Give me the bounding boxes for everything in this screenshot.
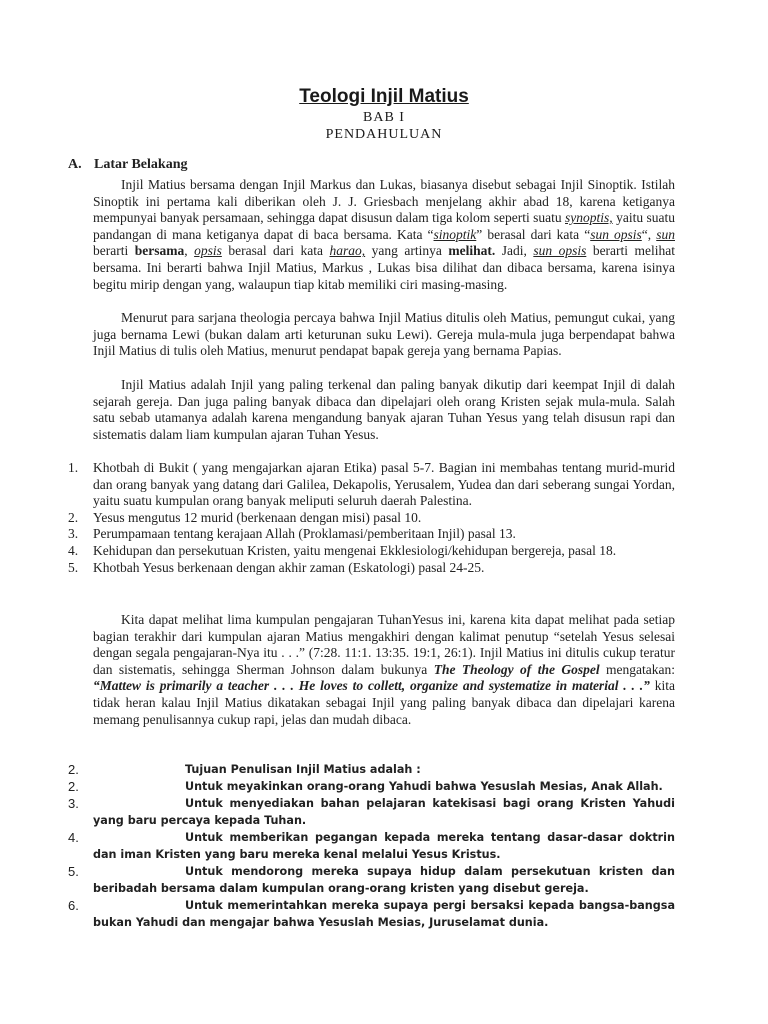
term-synoptis: synoptis, bbox=[565, 210, 613, 226]
list-item bbox=[68, 829, 675, 863]
list-item-text: Untuk mendorong mereka supaya hidup dalam persekutuan kristen dan beribadah bersama dalam kumpulan orang-orang kristen yang disebut gereja. bbox=[93, 865, 675, 895]
list-number: 2. bbox=[68, 779, 79, 794]
term-bersama: bersama bbox=[134, 243, 185, 259]
bab-label: BAB I bbox=[363, 110, 405, 125]
paragraph-2: Menurut para sarjana theologia percaya bahwa Injil Matius ditulis oleh Matius, pemungut cukai, yang juga bernama Lewi (bukan dalam arti keturunan suku Lewi). Gereja mula-mula juga berpendapat bahwa Injil Matius di tulis oleh Matius, menurut pendapat bapak gereja yang bernama Papias. bbox=[93, 310, 675, 359]
book-title: The Theology of the Gospel bbox=[433, 661, 600, 677]
term-sun: sun bbox=[656, 226, 675, 242]
list-item-text: Untuk meyakinkan orang-orang Yahudi bahwa Yesuslah Mesias, Anak Allah. bbox=[185, 780, 663, 793]
term-sinoptik: sinoptik bbox=[433, 226, 477, 242]
goals-list bbox=[68, 761, 675, 931]
list-number: 3. bbox=[68, 796, 79, 811]
list-item bbox=[68, 560, 675, 577]
term-sun-opsis-2: sun opsis bbox=[533, 243, 587, 259]
list-item bbox=[68, 526, 675, 543]
list-item bbox=[68, 897, 675, 931]
p4-text-1: Kita dapat melihat lima kumpulan pengajaran TuhanYesus ini, karena kita dapat melihat pada setiap bagian terakhir dari kumpulan ajaran Matius mengakhiri dengan kalimat penutup “setelah Yesus selesai dengan segala pengajaran-Nya itu . . .” (7:28. 11:1. 13:35. 19:1, 26:1). Injil Matius ini ditulis cukup teratur dan sistematis, sehingga Sherman Johnson dalam bukunya bbox=[93, 612, 675, 677]
p1-text-6: , bbox=[184, 243, 195, 259]
list-item bbox=[68, 863, 675, 897]
teachings-list bbox=[68, 460, 675, 576]
list-number: 3. bbox=[68, 526, 79, 542]
list-number: 4. bbox=[68, 830, 79, 845]
p1-text-9: Jadi, bbox=[495, 243, 534, 259]
list-item-text: Untuk memberikan pegangan kepada mereka tentang dasar-dasar doktrin dan iman Kristen yang baru mereka kenal melalui Yesus Kristus. bbox=[93, 831, 675, 861]
list-item-text: Kehidupan dan persekutuan Kristen, yaitu mengenai Ekklesiologi/kehidupan bergereja, pasal 18. bbox=[93, 542, 617, 558]
paragraph-4 bbox=[93, 612, 675, 728]
term-sun-opsis: sun opsis bbox=[590, 226, 642, 242]
p1-text-7: berasal dari kata bbox=[221, 243, 330, 259]
section-a-title: Latar Belakang bbox=[94, 157, 188, 172]
list-item bbox=[68, 795, 675, 829]
paragraph-3: Injil Matius adalah Injil yang paling terkenal dan paling banyak dikutip dari keempat Injil di dalah sejarah gereja. Dan juga paling banyak dibaca dan dipelajari oleh orang Kristen sejak mula-mula. Salah satu sebab utamanya adalah karena mengandung banyak ajaran Tuhan Yesus yang telah disusun rapi dan sistematis dalam liam kumpulan ajaran Tuhan Yesus. bbox=[93, 377, 675, 442]
p1-text-4: “, bbox=[641, 226, 657, 242]
list-number: 6. bbox=[68, 898, 79, 913]
document-title: Teologi Injil Matius bbox=[299, 86, 469, 107]
list-item-text: Yesus mengutus 12 murid (berkenaan dengan misi) pasal 10. bbox=[93, 509, 422, 525]
paragraph-1 bbox=[93, 177, 675, 293]
goals-heading: Tujuan Penulisan Injil Matius adalah : bbox=[185, 763, 421, 776]
list-number: 2. bbox=[68, 762, 79, 777]
list-item-text: Khotbah Yesus berkenaan dengan akhir zaman (Eskatologi) pasal 24-25. bbox=[93, 559, 485, 575]
list-item bbox=[68, 543, 675, 560]
johnson-quote: “Mattew is primarily a teacher . . . He loves to collett, organize and systematize in material . . .” bbox=[93, 678, 650, 694]
p4-text-3: kita tidak heran kalau Injil Matius dikatakan sebagai Injil yang paling banyak dibaca dan dipelajari karena memang penulisannya cukup rapi, jelas dan mudah dibaca. bbox=[93, 678, 675, 727]
list-number: 2. bbox=[68, 509, 79, 525]
chapter-title: PENDAHULUAN bbox=[325, 127, 443, 142]
section-a-number: A. bbox=[68, 157, 82, 172]
list-item bbox=[68, 778, 675, 795]
list-item-text: Khotbah di Bukit ( yang mengajarkan ajaran Etika) pasal 5-7. Bagian ini membahas tentang murid-murid dan orang banyak yang datang dari Galilea, Dekapolis, Yerusalem, Yudea dan dari seberang sungai Yordan, yaitu suatu kumpulan orang banyak meliputi seluruh daerah Palestina. bbox=[93, 460, 675, 509]
list-number: 5. bbox=[68, 864, 79, 879]
p4-text-2: mengatakan: bbox=[599, 661, 675, 677]
list-item-text: Perumpamaan tentang kerajaan Allah (Proklamasi/pemberitaan Injil) pasal 13. bbox=[93, 526, 516, 542]
term-harao: harao, bbox=[329, 243, 366, 259]
p1-text-3: ” berasal dari kata “ bbox=[476, 226, 591, 242]
list-item-text: Untuk memerintahkan mereka supaya pergi bersaksi kepada bangsa-bangsa bukan Yahudi dan mengajar bahwa Yesuslah Mesias, Juruselamat dunia. bbox=[93, 899, 675, 929]
p1-text-5: berarti bbox=[93, 243, 135, 259]
p1-text-10: berarti melihat bersama. Ini berarti bahwa Injil Matius, Markus , Lukas bisa dilihat dan dibaca bersama, karena isinya begitu mirip dengan yang, walaupun tiap kitab memiliki ciri masing-masing. bbox=[93, 243, 676, 292]
list-number: 5. bbox=[68, 559, 79, 575]
list-item bbox=[68, 510, 675, 527]
list-item bbox=[68, 460, 675, 510]
term-opsis: opsis bbox=[194, 243, 222, 259]
term-melihat: melihat. bbox=[448, 243, 496, 259]
p1-text-2: yaitu suatu pandangan di mana ketiganya dapat di baca bersama. Kata “ bbox=[93, 210, 675, 242]
list-number: 1. bbox=[68, 460, 79, 475]
section-a-heading bbox=[68, 157, 187, 173]
p1-text-1: Injil Matius bersama dengan Injil Markus dan Lukas, biasanya disebut sebagai Injil Sinoptik. Istilah Sinoptik ini pertama kali diberikan oleh J. J. Griesbach menjelang akhir abad 18, karena ketiganya mempunyai banyak persamaan, sehingga dapat disusun dalam tiga kolom seperti suatu bbox=[93, 177, 675, 226]
list-number: 4. bbox=[68, 542, 79, 558]
p1-text-8: yang artinya bbox=[365, 243, 449, 259]
list-item-text: Untuk menyediakan bahan pelajaran katekisasi bagi orang Kristen Yahudi yang baru percaya kepada Tuhan. bbox=[93, 797, 675, 827]
list-item bbox=[68, 761, 675, 778]
